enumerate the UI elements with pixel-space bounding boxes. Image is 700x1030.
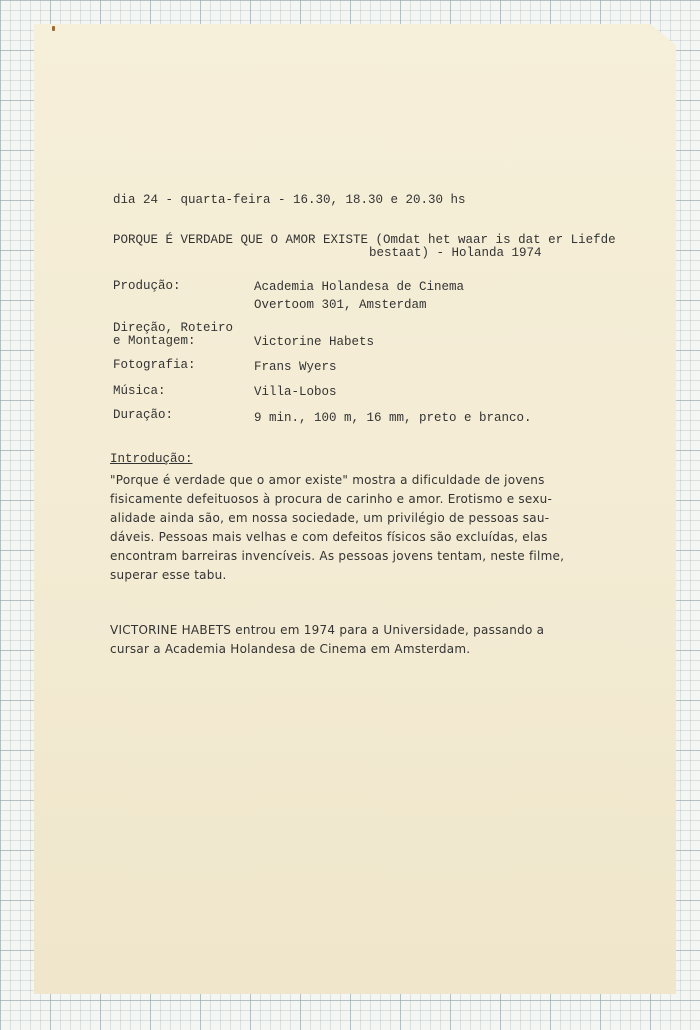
producao-label: Produção:: [113, 279, 181, 293]
film-title-line1: PORQUE É VERDADE QUE O AMOR EXISTE (Omdat het waar is dat er Liefde: [113, 233, 616, 247]
introducao-line: encontram barreiras invencíveis. As pessoas jovens tentam, neste filme,: [110, 549, 565, 563]
bio-line: cursar a Academia Holandesa de Cinema em Amsterdam.: [110, 642, 471, 656]
direcao-label-line2: e Montagem:: [113, 334, 196, 348]
musica-label: Música:: [113, 384, 166, 398]
ink-speck: [52, 26, 55, 31]
musica-value: Villa-Lobos: [254, 385, 337, 399]
date-line: dia 24 - quarta-feira - 16.30, 18.30 e 20.30 hs: [113, 193, 466, 207]
introducao-line: superar esse tabu.: [110, 568, 227, 582]
bio-line: VICTORINE HABETS entrou em 1974 para a Universidade, passando a: [110, 623, 545, 637]
producao-value-line1: Academia Holandesa de Cinema: [254, 280, 465, 294]
introducao-heading: Introdução:: [110, 452, 193, 466]
introducao-line: dáveis. Pessoas mais velhas e com defeitos físicos são excluídas, elas: [110, 530, 548, 544]
introducao-line: "Porque é verdade que o amor existe" mostra a dificuldade de jovens: [110, 473, 545, 487]
introducao-line: alidade ainda são, em nossa sociedade, um privilégio de pessoas sau-: [110, 511, 550, 525]
fotografia-value: Frans Wyers: [254, 360, 337, 374]
film-title-line2: bestaat) - Holanda 1974: [369, 246, 542, 260]
introducao-line: fisicamente defeituosos à procura de carinho e amor. Erotismo e sexu-: [110, 492, 553, 506]
direcao-value: Victorine Habets: [254, 335, 375, 349]
duracao-value: 9 min., 100 m, 16 mm, preto e branco.: [254, 411, 532, 425]
producao-value-line2: Overtoom 301, Amsterdam: [254, 298, 427, 312]
duracao-label: Duração:: [113, 408, 174, 422]
direcao-label-line1: Direção, Roteiro: [113, 321, 234, 335]
fotografia-label: Fotografia:: [113, 358, 196, 372]
